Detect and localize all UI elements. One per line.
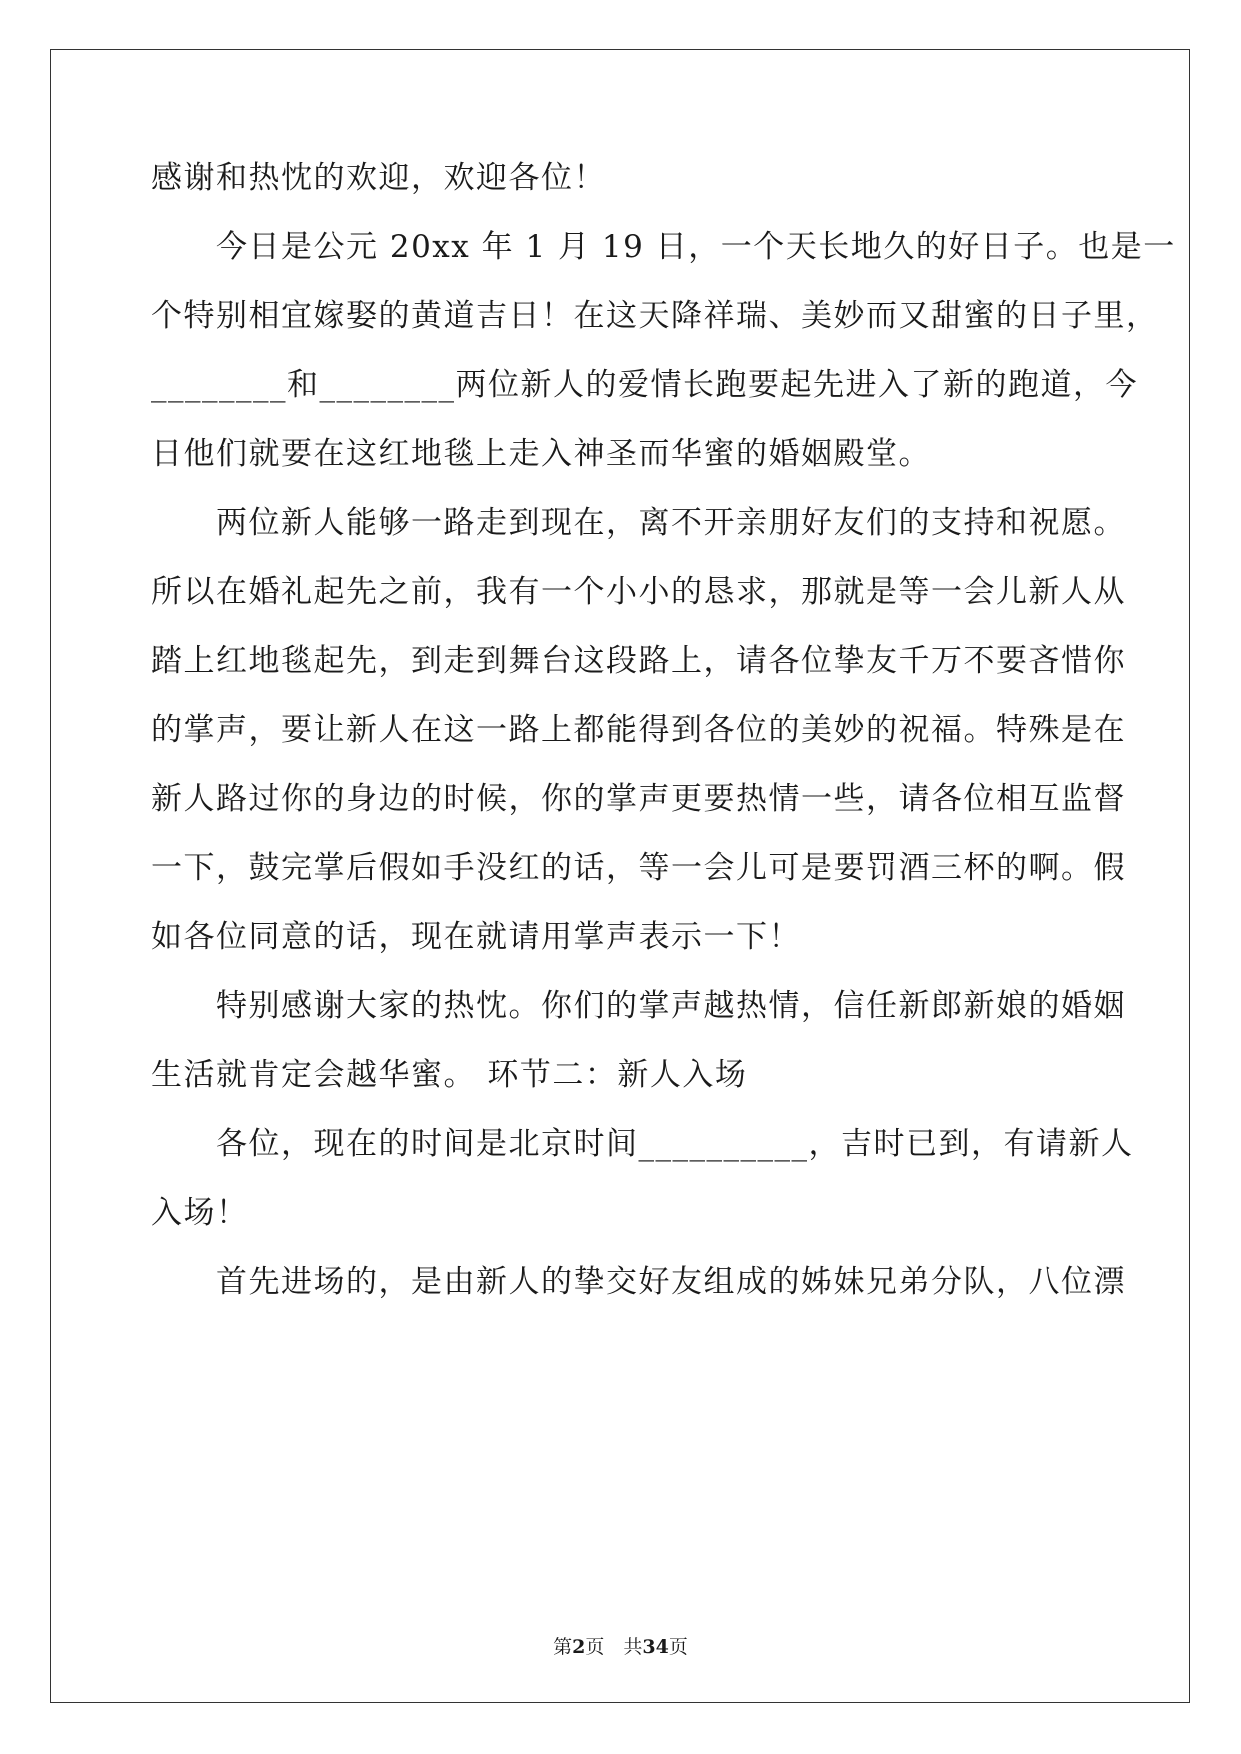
text-line: 感谢和热忱的欢迎，欢迎各位！ — [151, 160, 606, 196]
text-line: 踏上红地毯起先，到走到舞台这段路上，请各位挚友千万不要吝惜你 — [151, 643, 1126, 679]
text-line: 新人路过你的身边的时候，你的掌声更要热情一些，请各位相互监督 — [151, 781, 1126, 817]
total-pages-number: 34 — [642, 1636, 669, 1658]
text-line: 如各位同意的话，现在就请用掌声表示一下！ — [151, 919, 801, 955]
text-line: 今日是公元 20xx 年 1 月 19 日，一个天长地久的好日子。也是一 — [151, 229, 1176, 265]
footer-suffix: 页 — [668, 1636, 688, 1658]
text-line: ________和________两位新人的爱情长跑要起先进入了新的跑道，今 — [151, 367, 1138, 403]
text-line: 一下，鼓完掌后假如手没红的话，等一会儿可是要罚酒三杯的啊。假 — [151, 850, 1126, 886]
text-line: 两位新人能够一路走到现在，离不开亲朋好友们的支持和祝愿。 — [151, 505, 1126, 541]
text-line: 各位，现在的时间是北京时间__________，吉时已到，有请新人 — [151, 1126, 1134, 1162]
text-line: 入场！ — [151, 1195, 249, 1231]
current-page-number: 2 — [572, 1636, 586, 1658]
footer-prefix: 第 — [553, 1636, 573, 1658]
text-line: 特别感谢大家的热忱。你们的掌声越热情，信任新郎新娘的婚姻 — [151, 988, 1126, 1024]
text-line: 生活就肯定会越华蜜。 环节二：新人入场 — [151, 1057, 748, 1093]
page-footer — [0, 1635, 1241, 1659]
text-line: 日他们就要在这红地毯上走入神圣而华蜜的婚姻殿堂。 — [151, 436, 931, 472]
footer-middle: 页 共 — [585, 1636, 643, 1658]
text-line: 的掌声，要让新人在这一路上都能得到各位的美妙的祝福。特殊是在 — [151, 712, 1126, 748]
text-line: 首先进场的，是由新人的挚交好友组成的姊妹兄弟分队，八位漂 — [151, 1264, 1126, 1300]
text-line: 个特别相宜嫁娶的黄道吉日！在这天降祥瑞、美妙而又甜蜜的日子里， — [151, 298, 1159, 334]
text-line: 所以在婚礼起先之前，我有一个小小的恳求，那就是等一会儿新人从 — [151, 574, 1126, 610]
